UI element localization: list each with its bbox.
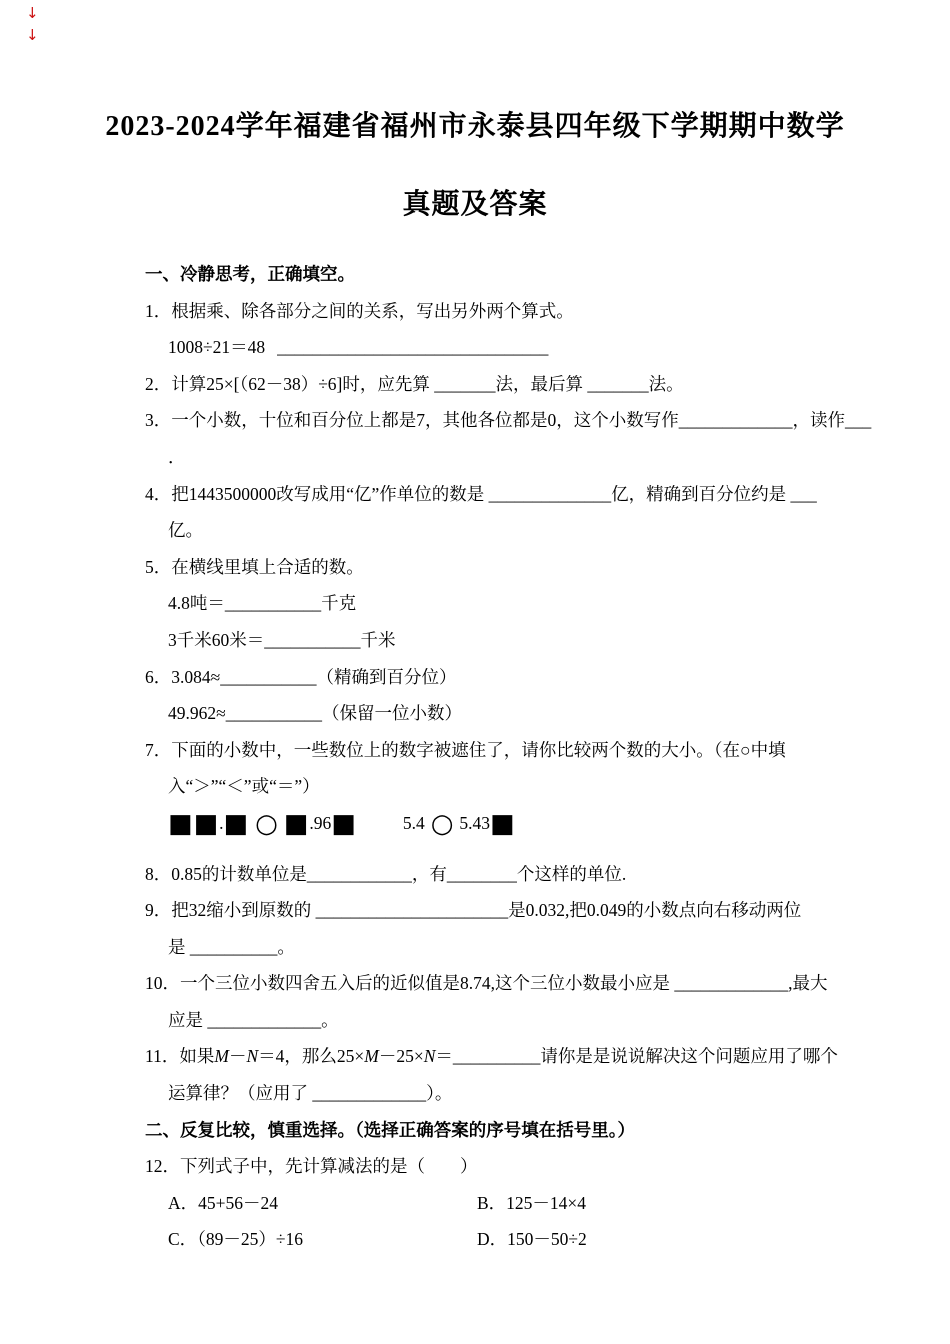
section-2-heading: 二、反复比较，慎重选择。（选择正确答案的序号填在括号里。） xyxy=(145,1119,635,1140)
q5a-text: 4.8吨＝ xyxy=(168,593,225,614)
q4-blank-1: ______________ xyxy=(488,483,612,504)
covered-digit-square: ■ xyxy=(223,808,250,839)
q5a-blank: ___________ xyxy=(224,593,322,614)
q11-text: 11．如果 xyxy=(145,1046,215,1067)
option-b: B．125－14×4 xyxy=(477,1192,587,1213)
q8-blank-2: ________ xyxy=(446,863,517,884)
q11-text: ）。 xyxy=(426,1083,453,1104)
question-2 xyxy=(145,366,930,403)
covered-digit-square: ■ xyxy=(283,808,310,839)
q9-blank-2: __________ xyxy=(189,936,278,957)
q10-text: ,最大 xyxy=(788,973,828,994)
q8-text: ，有 xyxy=(411,863,447,884)
variable-n: N xyxy=(246,1046,259,1067)
q11-text: － xyxy=(228,1046,247,1067)
q7-text: 5.4 xyxy=(402,812,425,833)
question-1-line-1: 1．根据乘、除各部分之间的关系，写出另外两个算式。 xyxy=(145,300,574,321)
q11-text: －25× xyxy=(378,1046,424,1067)
variable-n: N xyxy=(423,1046,436,1067)
q9-text: 9．把32缩小到原数的 xyxy=(145,900,316,921)
corner-marks xyxy=(26,2,39,46)
q11-text: ＝ xyxy=(435,1046,453,1067)
q9-text: 。 xyxy=(277,936,295,957)
question-10-line-1 xyxy=(145,965,930,1002)
q6b-blank: ___________ xyxy=(225,703,322,724)
q7-text: . xyxy=(219,812,224,833)
q10-blank-2: _____________ xyxy=(207,1009,322,1030)
q5a-text: 千克 xyxy=(321,593,357,614)
q2-blank-1: _______ xyxy=(434,373,496,394)
variable-m: M xyxy=(364,1046,379,1067)
question-7-comparison xyxy=(145,805,930,842)
q7-text: .96 xyxy=(309,812,332,833)
q4-text: 4．把1443500000改写成用“亿”作单位的数是 xyxy=(145,483,489,504)
question-3-line-2: ． xyxy=(168,446,186,467)
covered-digit-square: ■ xyxy=(490,808,516,839)
compare-circle: ○ xyxy=(255,808,278,839)
q6b-text: （保留一位小数） xyxy=(321,703,462,724)
document-title-line2: 真题及答案 xyxy=(402,189,548,220)
compare-circle: ○ xyxy=(430,808,454,839)
q9-text: 是0.032,把0.049的小数点向右移动两位 xyxy=(508,900,802,921)
q5b-text: 3千米60米＝ xyxy=(168,629,265,650)
question-5-line-1: 5．在横线里填上合适的数。 xyxy=(145,556,364,577)
question-12-options-ab xyxy=(145,1185,930,1222)
question-8 xyxy=(145,856,930,893)
q10-text: 10．一个三位小数四舍五入后的近似值是8.74,这个三位小数最小应是 xyxy=(145,973,675,994)
question-12-options-cd xyxy=(145,1221,930,1258)
option-a: A．45+56－24 xyxy=(168,1192,279,1213)
question-3-line-1 xyxy=(145,402,930,439)
question-10-line-2 xyxy=(145,1002,930,1039)
q3-blank-1: _____________ xyxy=(678,410,793,431)
question-5-item-a xyxy=(145,585,930,622)
q6a-text: （精确到百分位） xyxy=(316,666,457,687)
q2-text: 法，最后算 xyxy=(495,373,588,394)
question-9-line-2 xyxy=(145,929,930,966)
section-1-heading: 一、冷静思考，正确填空。 xyxy=(145,264,355,284)
q7-text: 5.43 xyxy=(459,812,490,833)
question-6-item-a xyxy=(145,659,930,696)
q1-equation: 1008÷21＝48 xyxy=(168,337,266,358)
q11-text: 运算律？（应用了 xyxy=(168,1083,313,1104)
q11-text: ＝4，那么25× xyxy=(258,1046,365,1067)
option-c: C．（89－25）÷16 xyxy=(168,1229,304,1250)
q4-text: 亿，精确到百分位约是 xyxy=(611,483,791,504)
covered-digit-square: ■■ xyxy=(168,808,220,839)
q3-text: 3．一个小数，十位和百分位上都是7，其他各位都是0，这个小数写作 xyxy=(145,410,679,431)
option-d: D．150－50÷2 xyxy=(477,1229,587,1250)
q6a-blank: ___________ xyxy=(220,666,317,687)
q4-blank-2: ___ xyxy=(790,483,817,504)
q8-text: 8．0.85的计数单位是 xyxy=(145,863,307,884)
q6b-text: 49.962≈ xyxy=(168,703,226,724)
question-4-line-2: 亿。 xyxy=(168,520,203,541)
question-12-line-1: 12．下列式子中，先计算减法的是（ ） xyxy=(145,1156,478,1177)
q9-blank-1: ______________________ xyxy=(315,900,509,921)
question-6-item-b xyxy=(145,695,930,732)
q2-text: 2．计算25×[（62－38）÷6]时，应先算 xyxy=(145,373,435,394)
q3-text: ，读作 xyxy=(792,410,845,431)
document-body xyxy=(145,256,930,1258)
q3-blank-2: ___ xyxy=(845,410,872,431)
q6a-text: 6．3.084≈ xyxy=(145,666,221,687)
q2-blank-2: _______ xyxy=(587,373,649,394)
q11-text: 请你是是说说解决这个问题应用了哪个 xyxy=(540,1046,838,1067)
red-mark-icon: ↓ xyxy=(26,4,39,22)
q8-text: 个这样的单位. xyxy=(516,863,627,884)
question-11-line-2 xyxy=(145,1075,930,1112)
q10-blank-1: _____________ xyxy=(674,973,789,994)
q11-blank-2: _____________ xyxy=(312,1083,427,1104)
q5b-text: 千米 xyxy=(360,629,396,650)
question-5-item-b xyxy=(145,622,930,659)
red-mark-icon: ↓ xyxy=(26,26,39,44)
q1-answer-blank: _______________________________ xyxy=(277,337,549,358)
document-title-line1: 2023-2024学年福建省福州市永泰县四年级下学期期中数学 xyxy=(105,111,845,142)
question-1-line-2 xyxy=(145,329,930,366)
variable-m: M xyxy=(214,1046,229,1067)
q11-blank-1: __________ xyxy=(452,1046,541,1067)
q10-text: 应是 xyxy=(168,1009,208,1030)
question-4-line-1 xyxy=(145,476,930,513)
q9-text: 是 xyxy=(168,936,190,957)
question-7-line-1: 7．下面的小数中，一些数位上的数字被遮住了，请你比较两个数的大小。（在○中填 xyxy=(145,739,786,760)
q10-text: 。 xyxy=(321,1009,339,1030)
q8-blank-1: ____________ xyxy=(306,863,412,884)
q2-text: 法。 xyxy=(648,373,684,394)
question-11-line-1 xyxy=(145,1038,930,1075)
question-7-line-2: 入“＞”“＜”或“＝”） xyxy=(168,776,320,797)
q5b-blank: ___________ xyxy=(264,629,361,650)
covered-digit-square: ■ xyxy=(331,808,357,839)
question-9-line-1 xyxy=(145,892,930,929)
